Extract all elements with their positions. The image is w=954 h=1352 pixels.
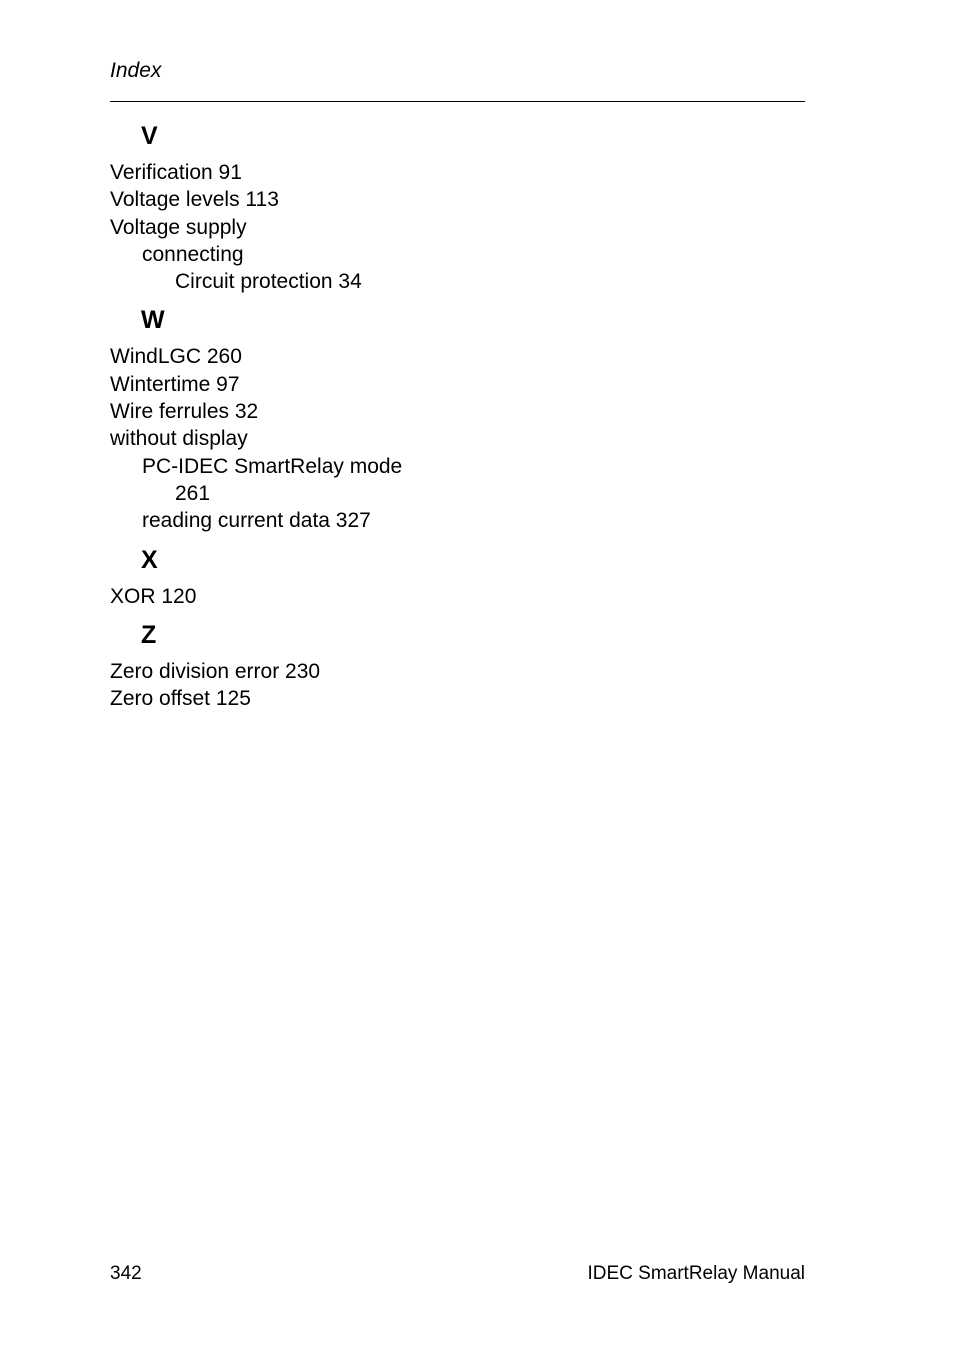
section-letter: W — [141, 306, 165, 335]
index-section-z — [110, 618, 805, 713]
index-entry: Wintertime 97 — [110, 372, 240, 396]
index-entry: XOR 120 — [110, 584, 197, 608]
index-subentry: PC-IDEC SmartRelay mode — [142, 454, 403, 478]
section-letter: Z — [141, 620, 157, 649]
index-section-v — [110, 119, 805, 295]
page-number: 342 — [110, 1263, 142, 1284]
header-divider — [110, 101, 805, 102]
index-entry: Wire ferrules 32 — [110, 400, 259, 424]
index-entry: without display — [110, 427, 248, 451]
manual-title: IDEC SmartRelay Manual — [587, 1263, 805, 1284]
index-subentry-continuation: 261 — [175, 481, 211, 505]
index-entry: Verification 91 — [110, 161, 242, 184]
index-body — [110, 119, 805, 720]
index-entry: Zero division error 230 — [110, 659, 321, 683]
index-subentry: reading current data 327 — [142, 509, 371, 533]
index-subsubentry: Circuit protection 34 — [175, 270, 362, 294]
index-entry: Voltage levels 113 — [110, 188, 279, 212]
index-section-w — [110, 303, 805, 534]
index-entry: Zero offset 125 — [110, 687, 251, 711]
index-entry: WindLGC 260 — [110, 345, 242, 369]
index-subentry: connecting — [142, 242, 244, 266]
section-letter: V — [141, 122, 158, 150]
section-letter: X — [141, 545, 158, 574]
running-header: Index — [110, 59, 162, 82]
index-section-x — [110, 543, 805, 610]
index-entry: Voltage supply — [110, 215, 247, 239]
